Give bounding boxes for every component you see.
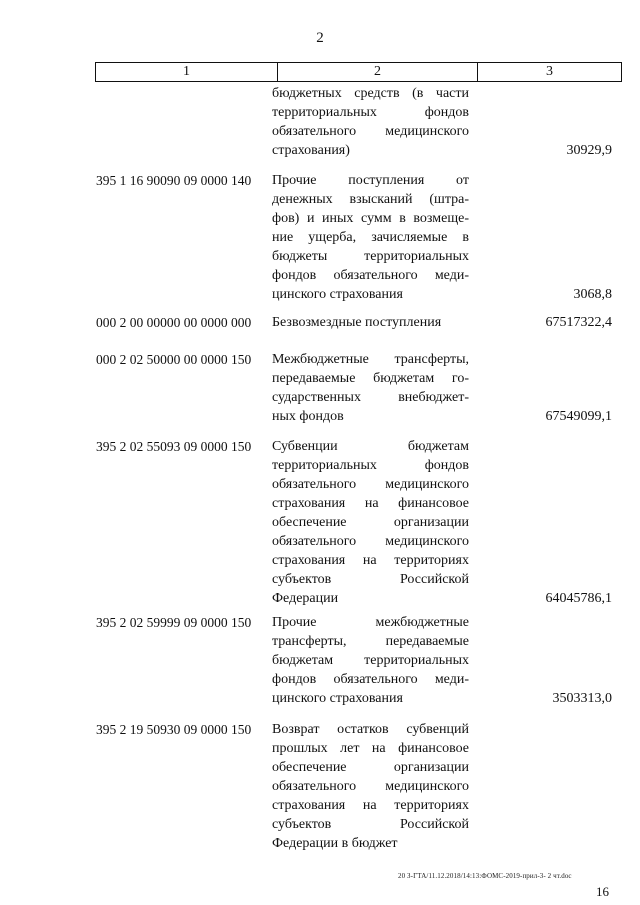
description-line: Федерации в бюджет (272, 836, 398, 851)
table-header (95, 62, 622, 82)
description-line: Прочие межбюджетные (272, 615, 469, 630)
row-description (272, 613, 469, 708)
header-col-2: 2 (278, 63, 478, 81)
budget-code: 395 2 02 59999 09 0000 150 (96, 615, 252, 630)
footer-page-number: 16 (596, 884, 609, 899)
budget-code: 000 2 00 00000 00 0000 000 (96, 315, 252, 330)
description-line: сударственных внебюджет- (272, 390, 469, 405)
description-line: субъектов Российской (272, 572, 469, 587)
budget-code: 395 2 02 55093 09 0000 150 (96, 439, 252, 454)
row-description (272, 84, 469, 160)
description-line: обязательного медицинского (272, 779, 469, 794)
budget-code: 395 2 19 50930 09 0000 150 (96, 722, 252, 737)
description-line: прошлых лет на финансовое (272, 741, 469, 756)
description-line: обязательного медицинского (272, 534, 469, 549)
description-line: Федерации (272, 591, 339, 606)
row-description (272, 437, 469, 608)
description-line: страхования на территориях (272, 553, 469, 568)
row-amount: 67549099,1 (545, 409, 612, 424)
budget-code: 395 1 16 90090 09 0000 140 (96, 173, 252, 188)
description-line: цинского страхования (272, 287, 403, 302)
description-line: бюджеты территориальных (272, 249, 469, 264)
description-line: обязательного медицинского (272, 124, 469, 139)
description-line: цинского страхования (272, 691, 403, 706)
description-line: страхования на территориях (272, 798, 469, 813)
description-line: передаваемые бюджетам го- (272, 371, 469, 386)
description-line: денежных взысканий (штра- (272, 192, 469, 207)
header-col-1: 1 (96, 63, 278, 81)
description-line: территориальных фондов (272, 105, 469, 120)
description-line: страхования на финансовое (272, 496, 469, 511)
row-description (272, 171, 469, 304)
description-line: Субвенции бюджетам (272, 439, 469, 454)
description-line: субъектов Российской (272, 817, 469, 832)
row-amount: 64045786,1 (545, 591, 612, 606)
description-line: Межбюджетные трансферты, (272, 352, 469, 367)
page-number-top: 2 (316, 30, 324, 46)
row-description (272, 720, 469, 853)
description-line: Безвозмездные поступления (272, 315, 442, 330)
description-line: страхования) (272, 143, 350, 158)
description-line: фов) и иных сумм в возмеще- (272, 211, 469, 226)
description-line: территориальных фондов (272, 458, 469, 473)
row-amount: 3503313,0 (552, 691, 612, 706)
description-line: бюджетных средств (в части (272, 86, 469, 101)
row-amount: 3068,8 (573, 287, 612, 302)
description-line: Прочие поступления от (272, 173, 469, 188)
row-amount: 67517322,4 (545, 315, 612, 330)
header-col-3: 3 (546, 64, 553, 79)
description-line: трансферты, передаваемые (272, 634, 469, 649)
budget-code: 000 2 02 50000 00 0000 150 (96, 352, 252, 367)
footer-file-name: 20 З-ГТА/11.12.2018/14:13:ФОМС-2019-прил-3- 2 чт.doc (398, 872, 572, 880)
description-line: фондов обязательного меди- (272, 672, 469, 687)
description-line: фондов обязательного меди- (272, 268, 469, 283)
row-amount: 30929,9 (566, 143, 612, 158)
row-description (272, 350, 469, 426)
description-line: ние ущерба, зачисляемые в (272, 230, 469, 245)
description-line: ных фондов (272, 409, 344, 424)
description-line: бюджетам территориальных (272, 653, 469, 668)
description-line: Возврат остатков субвенций (272, 722, 469, 737)
description-line: обеспечение организации (272, 515, 469, 530)
description-line: обязательного медицинского (272, 477, 469, 492)
row-description (272, 313, 469, 332)
description-line: обеспечение организации (272, 760, 469, 775)
